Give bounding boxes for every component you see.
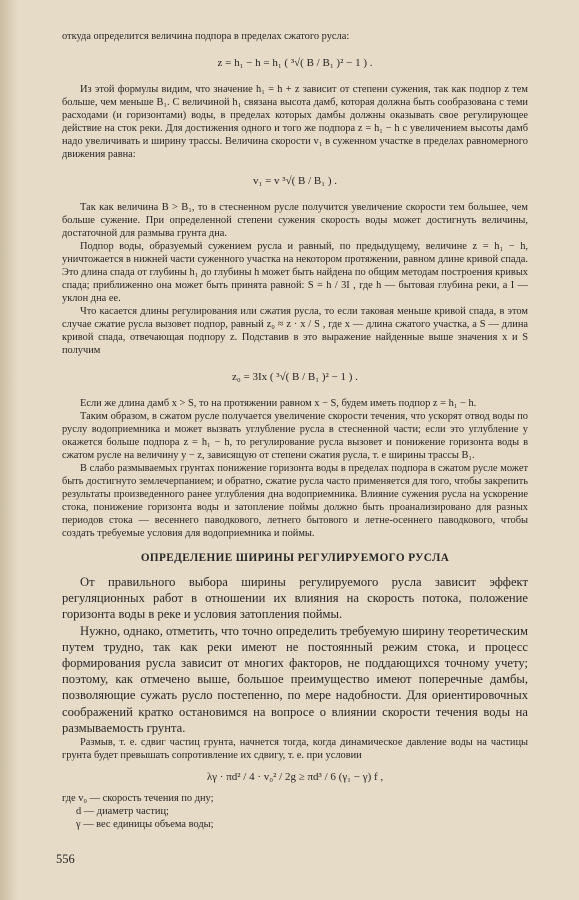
paragraph: Так как величина B > B₁, то в стесненном русле получится увеличение скорости тем большее, чем больше сужение. При определенной степени сужения скорость воды может достигнуть величины, достаточной для размыва грунта дна. [62, 202, 528, 239]
formula: λγ · πd² / 4 · v₀² / 2g ≥ πd³ / 6 (γ₁ − γ) f , [206, 771, 384, 784]
formula: v₁ = v ³√( B / B₁ ) . [252, 175, 337, 187]
paragraph: Размыв, т. е. сдвиг частиц грунта, начнется тогда, когда динамическое давление воды на частицы грунта будет превышать сопротивление их сдвигу, т. е. при условии [62, 737, 528, 762]
formula: z = h₁ − h = h₁ ( ³√( B / B₁ )² − 1 ) . [217, 57, 373, 69]
paragraph: В слабо размываемых грунтах понижение горизонта воды в пределах подпора в сжатом русле может быть достигнуто землечерпанием; и обратно, сжатие русла часто применяется для того, чтобы закрепить результаты произведенного ранее углубления дна водоприемника. Влияние сужения русла на ускорение стока, понижение горизонта воды и затопление поймы должно быть проанализировано для разных периодов стока — весеннего паводкового, летнего бытового и летне-осеннего паводкового, чтобы создать требуемые условия для водоприемника и поймы. [62, 463, 528, 539]
paragraph: Из этой формулы видим, что значение h₁ = h + z зависит от степени сужения, так как подпор z тем больше, чем меньше B₁. С величиной h₁ связана высота дамб, которая должна быть сообразована с теми расходами (и горизонтами) воды, в пределах которых дамбы должны оказывать свое регулирующее действие на сток реки. Для достижения одного и того же подпора z = h₁ − h с увеличением высоты дамб надо увеличивать и ширину трассы. Величина скорости v₁ в суженном участке в пределах равномерного движения равна: [62, 84, 528, 160]
definition-item: γ — вес единицы объема воды; [76, 819, 214, 831]
paragraph: От правильного выбора ширины регулируемого русла зависит эффект регуляционных работ в отношении их влияния на скорость потока, положение горизонта воды в реке и условия затопления поймы. [62, 575, 528, 622]
page-text-column [62, 30, 528, 831]
page-number: 556 [56, 852, 75, 866]
definition-item: где v₀ — скорость течения по дну; [62, 793, 214, 805]
paragraph: Что касается длины регулирования или сжатия русла, то если таковая меньше кривой спада, в этом случае сжатие русла вызовет подпор, равный z₀ ≈ z · x / S , где x — длина сжатого участка, а S — длина кривой спада, отвечающая подпору z. Подставив в это выражение найденные выше значения x и S получим [62, 306, 528, 356]
definition-item: d — диаметр частиц; [76, 806, 169, 818]
paragraph: Нужно, однако, отметить, что точно определить требуемую ширину теоретическим путем трудно, так как реки имеют не постоянный режим стока, и процесс формирования русла зависит от многих факторов, не поддающихся точному учету; поэтому, как отмечено выше, большое преимущество имеют поперечные дамбы, позволяющие сужать русло постепенно, по мере надобности. Для ориентировочных соображений кратко остановимся на вопросе о влиянии скорости течения воды на размываемость грунта. [62, 623, 528, 735]
paragraph: Таким образом, в сжатом русле получается увеличение скорости течения, что ускорят отвод воды по руслу водоприемника и может вызвать углубление русла в стесненной части; если это углубление y окажется больше подпора z = h₁ − h, то регулирование русла вызовет и понижение горизонта воды в сжатом русле на величину y − z, зависящую от степени сжатия русла, т. е ширины трассы B₁. [62, 411, 528, 461]
formula: z₀ = 3Ix ( ³√( B / B₁ )² − 1 ) . [232, 371, 358, 383]
paragraph: откуда определится величина подпора в пределах сжатого русла: [62, 31, 350, 42]
paragraph: Подпор воды, образуемый сужением русла и равный, по предыдущему, величине z = h₁ − h, уничтожается в нижней части суженного участка на некотором протяжении, равном длине кривой спада. Это длина спада от глубины h₁ до глубины h может быть найдена по общим методам построения кривых спада; приближенно она может быть принята равной: S = h / 3I , где h — бытовая глубина реки, а I — уклон дна ее. [62, 241, 528, 304]
section-heading: ОПРЕДЕЛЕНИЕ ШИРИНЫ РЕГУЛИРУЕМОГО РУСЛА [140, 552, 450, 564]
paragraph: Если же длина дамб x > S, то на протяжении равном x − S, будем иметь подпор z = h₁ − h. [80, 398, 477, 409]
